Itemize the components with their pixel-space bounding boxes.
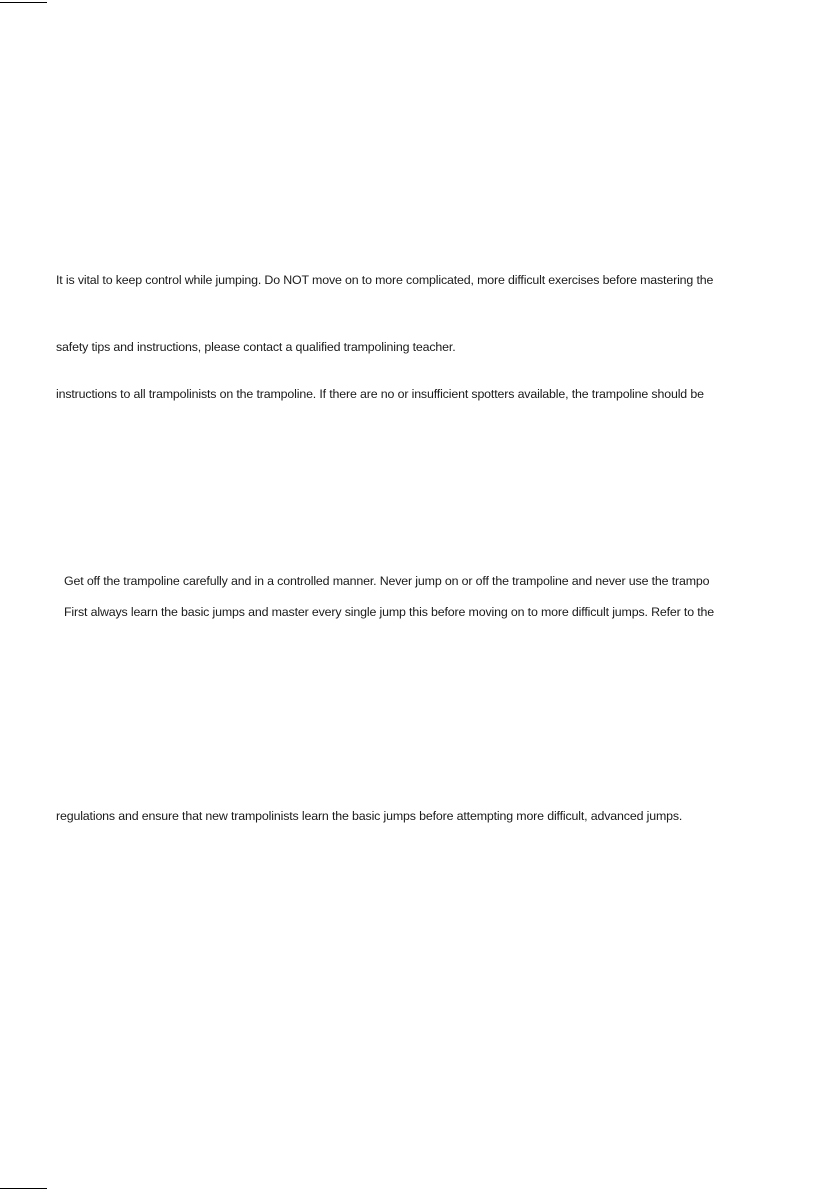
text-line-control-warning: It is vital to keep control while jumping. Do NOT move on to more complicated, more difficult exercises before mastering the	[56, 273, 714, 287]
text-line-regulations: regulations and ensure that new trampolinists learn the basic jumps before attempting more difficult, advanced jumps.	[56, 809, 683, 823]
text-line-safety-tips: safety tips and instructions, please contact a qualified trampolining teacher.	[56, 340, 456, 354]
text-line-basic-jumps: First always learn the basic jumps and master every single jump this before moving on to more difficult jumps. Refer to the	[64, 605, 715, 619]
bottom-corner-rule	[0, 1188, 47, 1189]
text-line-get-off-trampoline: Get off the trampoline carefully and in a controlled manner. Never jump on or off the trampoline and never use the trampo	[64, 574, 710, 588]
text-line-spotter-instructions: instructions to all trampolinists on the trampoline. If there are no or insufficient spotters available, the trampoline should be	[56, 387, 704, 401]
top-corner-rule	[0, 2, 47, 3]
